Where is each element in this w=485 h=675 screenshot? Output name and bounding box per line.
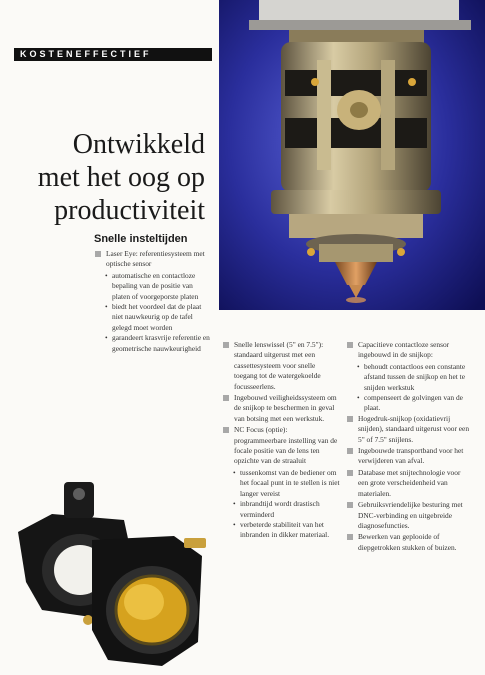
sub-bullet: • biedt het voordeel dat de plaat niet nauwkeurig op de tafel gelegd moet worden (94, 302, 212, 333)
headline-line-2: met het oog op (37, 162, 205, 193)
headline-line-3: productiviteit (54, 195, 205, 226)
sub-bullet: • automatische en contactloze bepaling van de positie van platen of voorgeporste platen (94, 271, 212, 302)
section-banner (14, 48, 212, 61)
subheading: Snelle insteltijden (94, 233, 188, 245)
bullet-item: Capacitieve contactloze sensor ingebouwd in de snijkop: (346, 340, 472, 361)
sub-bullet: • behoudt contactloos een constante afstand tussen de snijkop en het te snijden werkstuk (346, 362, 472, 393)
bullet-item: Gebruiksvriendelijke besturing met DNC-verbinding en uitgebreide diagnosefuncties. (346, 500, 472, 531)
headline (0, 128, 205, 227)
text-column-2 (222, 340, 340, 541)
sub-bullet: • compenseert de golvingen van de plaat. (346, 393, 472, 414)
lens-cassette-photo (12, 470, 217, 675)
bullet-item: Hogedruk-snijkop (oxidatievrij snijden), standaard uitgerust voor een 5" of 7.5" snijlens. (346, 414, 472, 445)
bullet-item: Laser Eye: referentiesysteem met optische sensor (94, 249, 212, 270)
sub-bullet: • garandeert krasvrije referentie en geometrische nauwkeurigheid (94, 333, 212, 354)
sub-bullet: • verbeterde stabiliteit van het inbranden in dikker materiaal. (222, 520, 340, 541)
text-column-3 (346, 340, 472, 554)
bullet-item: Snelle lenswissel (5" en 7.5"): standaard uitgerust met een cassettesysteem voor snelle toegang tot de watergekoelde focusseerlens. (222, 340, 340, 392)
headline-line-1: Ontwikkeld (72, 129, 205, 160)
text-column-1 (94, 249, 212, 354)
bullet-item: Database met snijtechnologie voor een grote verscheidenheid van materialen. (346, 468, 472, 499)
bullet-item: NC Focus (optie): programmeerbare instelling van de focale positie van de lens ten opzichte van de straaluit (222, 425, 340, 467)
bullet-item: Ingebouwde transportband voor het verwijderen van afval. (346, 446, 472, 467)
sub-bullet: • tussenkomst van de bediener om het focaal punt in te stellen is niet langer vereist (222, 468, 340, 499)
bullet-item: Ingebouwd veiligheidssysteem om de snijkop te beschermen in geval van botsing met een werkstuk. (222, 393, 340, 424)
cutting-head-photo (219, 0, 485, 310)
sub-bullet: • inbrandtijd wordt drastisch verminderd (222, 499, 340, 520)
bullet-item: Bewerken van geplooide of diepgetrokken stukken of buizen. (346, 532, 472, 553)
banner-label: KOSTENEFFECTIEF (20, 49, 152, 59)
